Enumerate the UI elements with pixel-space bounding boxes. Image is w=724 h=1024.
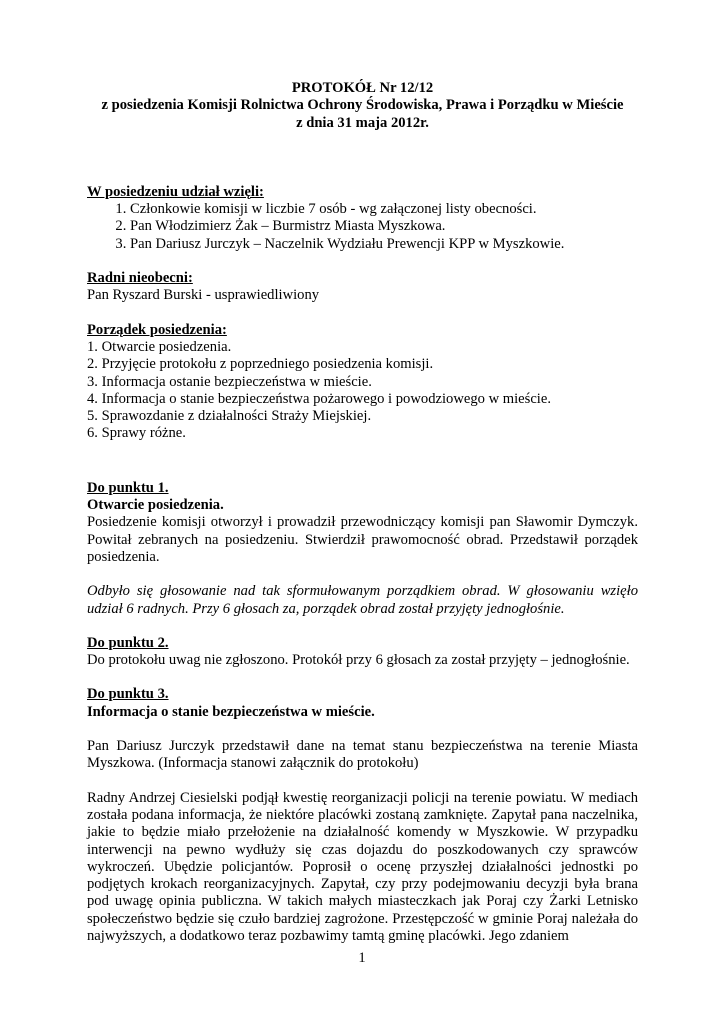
list-item: 1. Członkowie komisji w liczbie 7 osób - wg załączonej listy obecności. [130,201,638,218]
agenda-item: 4. Informacja o stanie bezpieczeństwa pożarowego i powodziowego w mieście. [87,390,551,407]
point-2-paragraph: Do protokołu uwag nie zgłoszono. Protokół przy 6 głosach za został przyjęty – jednogłośnie. [87,652,630,669]
page-number: 1 [358,950,366,966]
point-3-heading: Do punktu 3. [87,686,169,703]
point-1-section [87,480,638,618]
point-1-vote: Odbyło się głosowanie nad tak sformułowanym porządkiem obrad. W głosowaniu wzięło udział 6 radnych. Przy 6 głosach za, porządek obrad został przyjęty jednogłośnie. [87,583,638,617]
agenda-section [87,322,638,443]
absent-heading: Radni nieobecni: [87,270,193,287]
point-2-section [87,635,638,670]
list-item: 2. Pan Włodzimierz Żak – Burmistrz Miasta Myszkowa. [130,218,638,235]
point-1-subheading: Otwarcie posiedzenia. [87,497,224,514]
list-item: 3. Pan Dariusz Jurczyk – Naczelnik Wydziału Prewencji KPP w Myszkowie. [130,236,638,253]
point-3-section [87,686,638,945]
agenda-item: 5. Sprawozdanie z działalności Straży Miejskiej. [87,408,372,425]
document-header [87,80,638,132]
agenda-item: 1. Otwarcie posiedzenia. [87,338,232,355]
document-title: PROTOKÓŁ Nr 12/12 [291,80,434,96]
point-1-paragraph: Posiedzenie komisji otworzył i prowadził przewodniczący komisji pan Sławomir Dymczyk. Powitał zebranych na posiedzeniu. Stwierdził prawomocność obrad. Przedstawił porządek posiedzenia. [87,514,638,565]
point-3-paragraph-2: Radny Andrzej Ciesielski podjął kwestię reorganizacji policji na terenie powiatu. W mediach została podana informacja, że niektóre placówki zostaną zamknięte. Zapytał pana naczelnika, jakie to będzie miało przełożenie na działalność komendy w Myszkowie. W przypadku interwencji na pewno wydłuży się czas dojazdu do poszkodowanych czy sprawców wykroczeń. Ubędzie policjantów. Poprosił o ocenę przyszłej działalności jednostki po podjętych krokach reorganizacyjnych. Zapytał, czy przy podejmowaniu decyzji była brana pod uwagę opinia publiczna. W takich małych miasteczkach jak Poraj czy Żarki Letnisko społeczeństwo będzie się czuło bardziej zagrożone. Przestępczość w gminie Poraj należała do najwyższych, a dodatkowo teraz pozbawimy tamtą gminę placówki. Jego zdaniem [87,789,638,944]
document-date: z dnia 31 maja 2012r. [296,114,429,131]
point-3-paragraph-1: Pan Dariusz Jurczyk przedstawił dane na temat stanu bezpieczeństwa na terenie Miasta Myszkowa. (Informacja stanowi załącznik do protokołu) [87,738,638,772]
absent-section [87,270,638,305]
agenda-heading: Porządek posiedzenia: [87,321,227,338]
point-1-heading: Do punktu 1. [87,479,169,496]
point-2-heading: Do punktu 2. [87,634,169,651]
agenda-item: 2. Przyjęcie protokołu z poprzedniego posiedzenia komisji. [87,356,434,373]
agenda-item: 6. Sprawy różne. [87,425,186,442]
attendance-list [87,201,638,253]
document-subtitle: z posiedzenia Komisji Rolnictwa Ochrony Środowiska, Prawa i Porządku w Mieście [101,97,624,114]
attendance-section [87,184,638,253]
agenda-item: 3. Informacja ostanie bezpieczeństwa w mieście. [87,373,372,390]
absent-text: Pan Ryszard Burski - usprawiedliwiony [87,287,320,304]
attendance-heading: W posiedzeniu udział wzięli: [87,183,264,200]
document-page [87,80,638,945]
point-3-subheading: Informacja o stanie bezpieczeństwa w mieście. [87,703,375,720]
